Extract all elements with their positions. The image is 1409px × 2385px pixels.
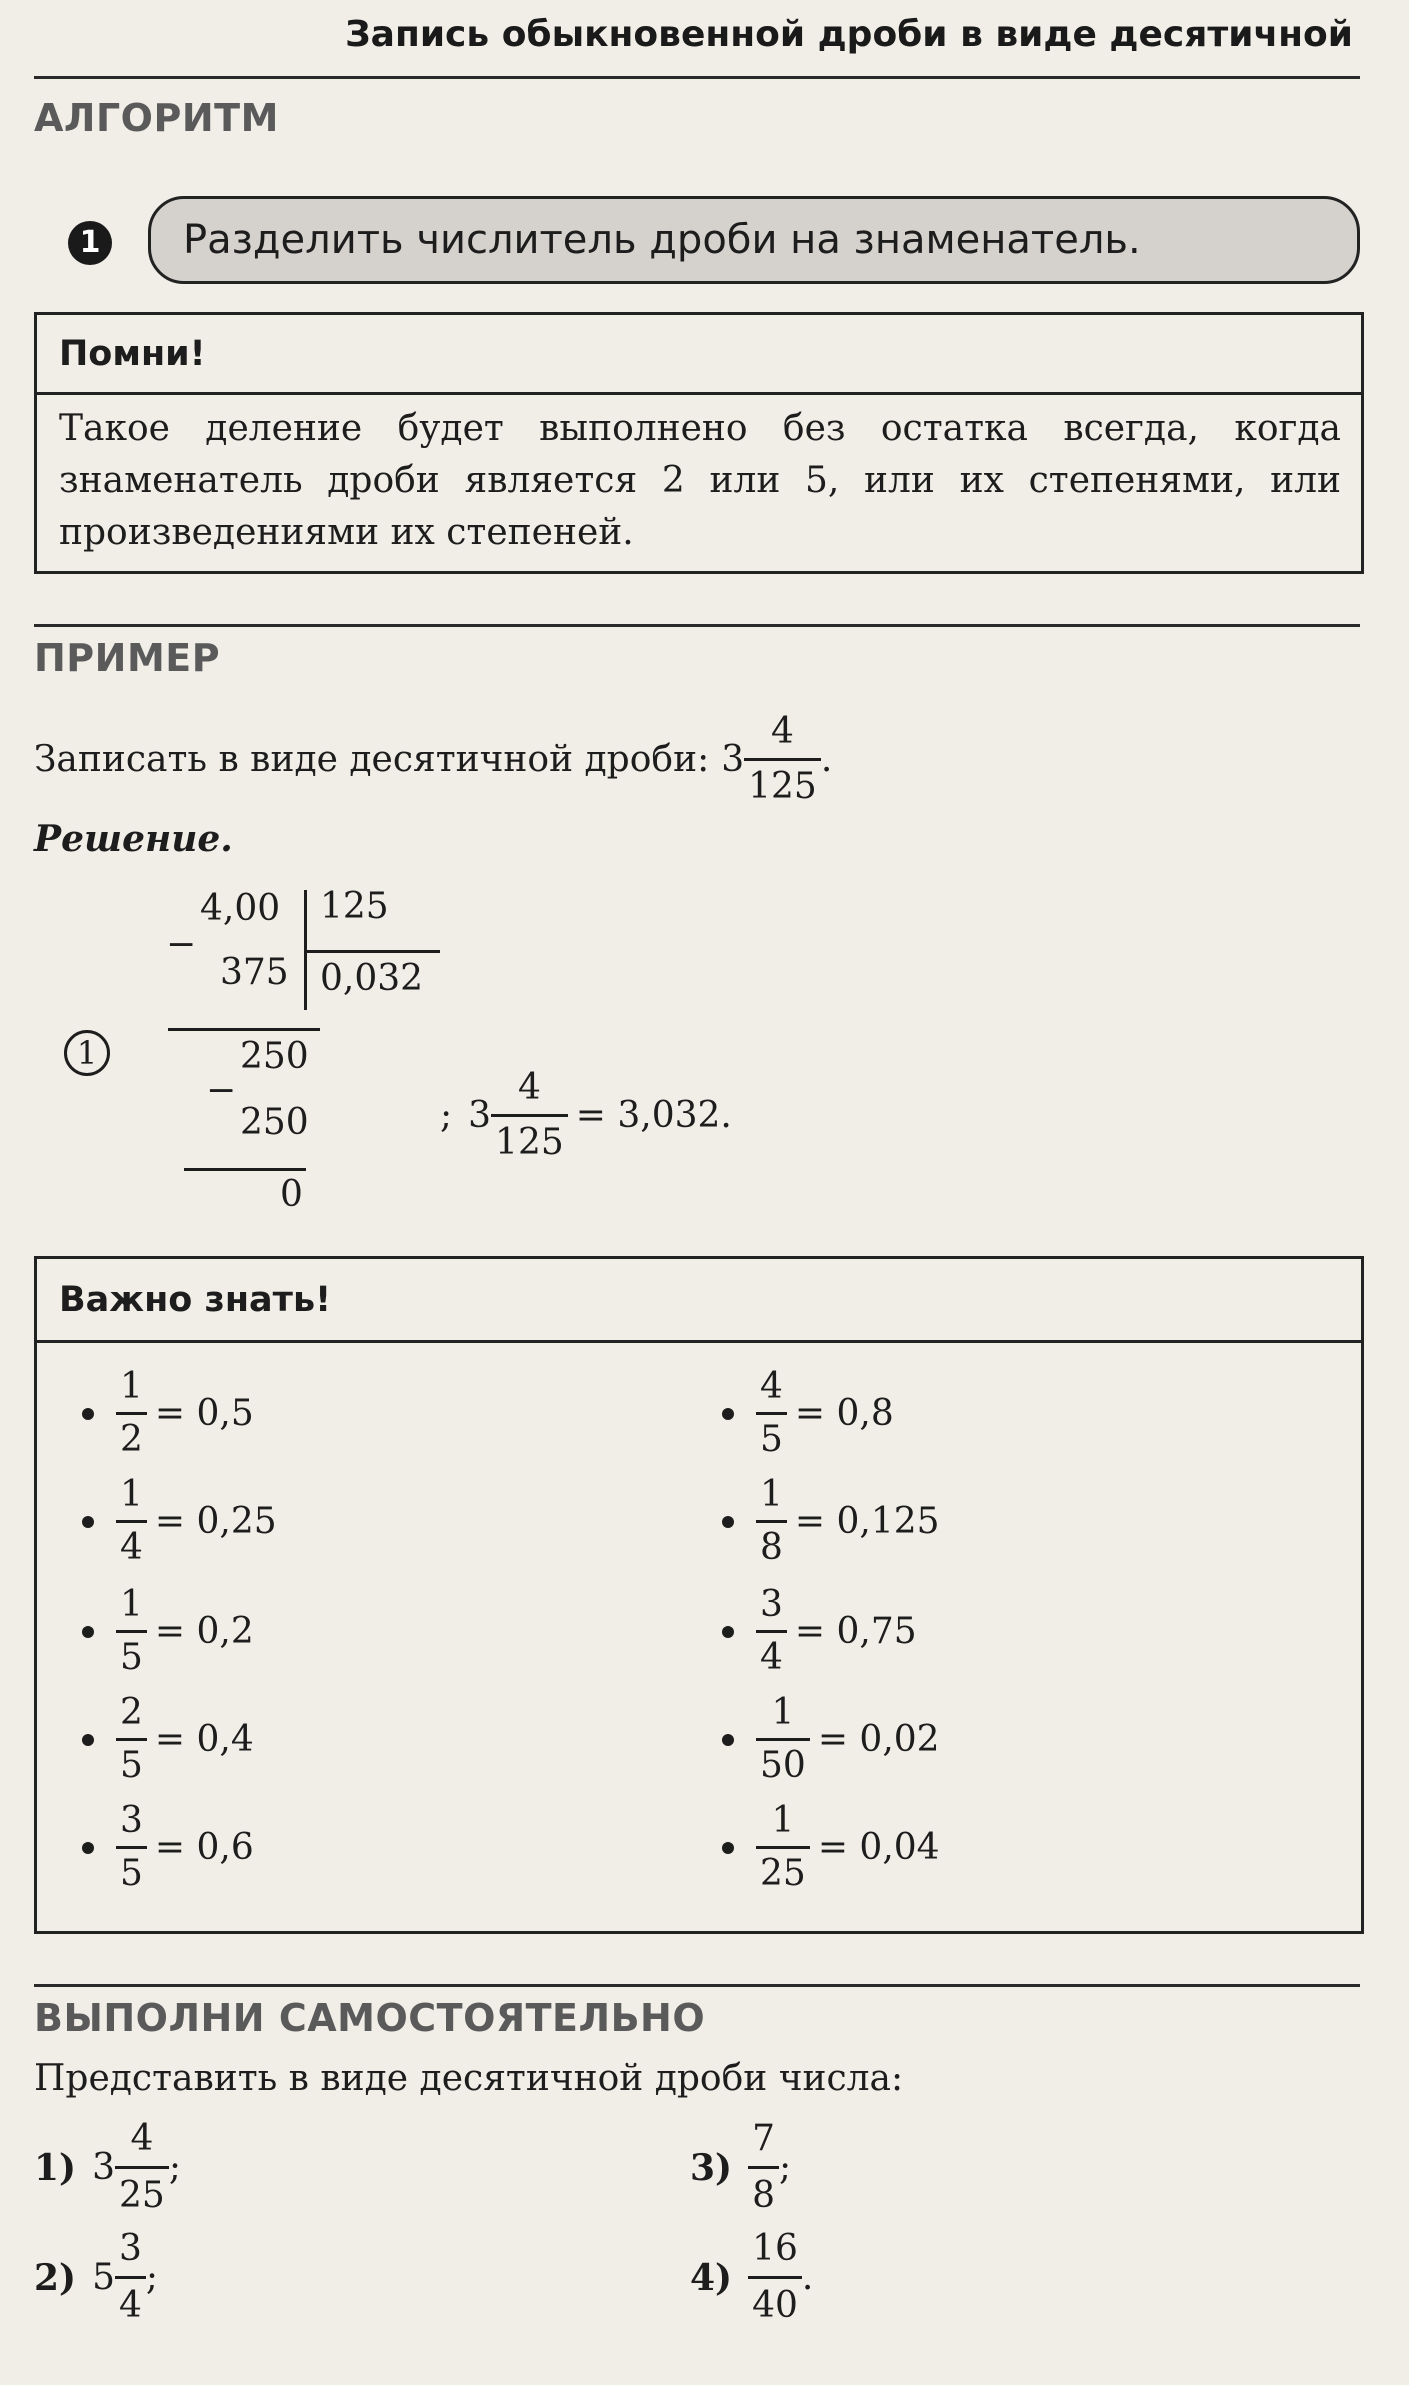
fraction-numerator: 2 xyxy=(120,1692,143,1733)
division-line-1 xyxy=(168,1028,320,1031)
task-end: . xyxy=(801,2257,814,2298)
division-quotient: 0,032 xyxy=(320,958,424,999)
fraction-denominator: 125 xyxy=(744,758,821,813)
fraction-denominator: 4 xyxy=(116,1520,147,1573)
decimal-value: = 0,04 xyxy=(817,1827,940,1868)
fraction-denominator: 5 xyxy=(116,1630,147,1683)
fraction-denominator: 5 xyxy=(116,1738,147,1791)
header-divider xyxy=(34,76,1360,79)
task-fraction xyxy=(748,2112,779,2223)
result-separator: ; xyxy=(440,1095,453,1136)
fraction-numerator: 1 xyxy=(120,1474,143,1515)
remember-text: Такое деление будет выполнено без остатка всегда, когда знаменатель дроби является 2 или 5, или их степенями, или произведениями их степеней. xyxy=(59,408,1341,553)
remember-title: Помни! xyxy=(37,315,1361,395)
task-fraction xyxy=(115,2222,146,2333)
bullet-icon xyxy=(722,1408,734,1420)
important-item xyxy=(722,1580,917,1683)
bullet-icon xyxy=(722,1842,734,1854)
fraction-numerator: 3 xyxy=(760,1584,783,1625)
fraction-denominator: 125 xyxy=(491,1114,568,1169)
task-number: 1) xyxy=(34,2146,77,2189)
bullet-icon xyxy=(82,1734,94,1746)
fraction-denominator: 2 xyxy=(116,1412,147,1465)
important-fraction xyxy=(116,1796,147,1899)
exercise-task xyxy=(690,2222,813,2333)
important-item xyxy=(722,1362,894,1465)
bullet-icon xyxy=(82,1842,94,1854)
fraction-numerator: 4 xyxy=(130,2118,154,2159)
important-fraction xyxy=(116,1580,147,1683)
task-end: ; xyxy=(168,2147,181,2188)
exercise-task xyxy=(34,2112,181,2223)
fraction-numerator: 1 xyxy=(771,1692,795,1733)
bullet-icon xyxy=(722,1626,734,1638)
fraction-denominator: 25 xyxy=(115,2166,169,2223)
fraction-denominator: 8 xyxy=(756,1520,787,1573)
bullet-icon xyxy=(82,1626,94,1638)
division-sub-1: 375 xyxy=(220,952,289,993)
example-task-whole: 3 xyxy=(721,739,745,780)
important-fraction xyxy=(756,1470,787,1573)
important-fraction xyxy=(116,1362,147,1465)
example-task-end: . xyxy=(820,739,833,780)
example-result xyxy=(440,1062,732,1169)
result-value: = 3,032. xyxy=(575,1095,732,1136)
bullet-icon xyxy=(722,1734,734,1746)
exercise-task xyxy=(34,2222,158,2333)
fraction-numerator: 16 xyxy=(752,2228,798,2269)
division-rem-2: 0 xyxy=(280,1174,303,1215)
example-task-text: Записать в виде десятичной дроби: xyxy=(34,739,710,780)
exercise-task xyxy=(690,2112,791,2223)
important-fraction xyxy=(756,1580,787,1683)
fraction-denominator: 4 xyxy=(115,2276,146,2333)
fraction-numerator: 1 xyxy=(120,1366,143,1407)
fraction-numerator: 4 xyxy=(760,1366,783,1407)
exercise-divider xyxy=(34,1984,1360,1987)
fraction-numerator: 4 xyxy=(771,711,794,752)
important-item xyxy=(82,1470,277,1573)
example-divider xyxy=(34,624,1360,627)
important-item xyxy=(82,1362,254,1465)
step-number-badge: 1 xyxy=(68,221,112,265)
important-fraction xyxy=(756,1688,810,1791)
decimal-value: = 0,75 xyxy=(794,1611,917,1652)
decimal-value: = 0,5 xyxy=(154,1393,254,1434)
task-number: 4) xyxy=(690,2256,733,2299)
fraction-denominator: 40 xyxy=(748,2276,802,2333)
circled-step-marker: 1 xyxy=(64,1030,110,1076)
algorithm-step: Разделить числитель дроби на знаменатель. xyxy=(148,196,1360,284)
division-minus-2: − xyxy=(206,1070,237,1111)
important-item xyxy=(722,1470,940,1573)
fraction-numerator: 3 xyxy=(119,2228,142,2269)
fraction-numerator: 1 xyxy=(771,1800,795,1841)
decimal-value: = 0,8 xyxy=(794,1393,894,1434)
bullet-icon xyxy=(82,1408,94,1420)
decimal-value: = 0,4 xyxy=(154,1719,254,1760)
solution-title: Решение. xyxy=(34,818,233,860)
division-divisor: 125 xyxy=(320,886,389,927)
important-item xyxy=(82,1688,254,1791)
exercise-text: Представить в виде десятичной дроби числа: xyxy=(34,2058,904,2099)
important-fraction xyxy=(756,1796,810,1899)
division-line-2 xyxy=(184,1168,306,1171)
task-number: 3) xyxy=(690,2146,733,2189)
fraction-numerator: 1 xyxy=(120,1584,143,1625)
fraction-denominator: 8 xyxy=(748,2166,779,2223)
division-sub-2: 250 xyxy=(240,1102,309,1143)
task-number: 2) xyxy=(34,2256,77,2299)
important-item xyxy=(722,1796,940,1899)
fraction-numerator: 4 xyxy=(517,1067,541,1108)
fraction-denominator: 5 xyxy=(116,1846,147,1899)
fraction-denominator: 5 xyxy=(756,1412,787,1465)
decimal-value: = 0,125 xyxy=(794,1501,940,1542)
important-item xyxy=(722,1688,940,1791)
decimal-value: = 0,25 xyxy=(154,1501,277,1542)
exercise-label: ВЫПОЛНИ САМОСТОЯТЕЛЬНО xyxy=(34,1996,706,2040)
fraction-denominator: 25 xyxy=(756,1846,810,1899)
task-fraction xyxy=(115,2112,169,2223)
example-label: ПРИМЕР xyxy=(34,636,221,680)
division-minus-1: − xyxy=(166,924,197,965)
decimal-value: = 0,02 xyxy=(817,1719,940,1760)
important-fraction xyxy=(116,1688,147,1791)
fraction-numerator: 1 xyxy=(760,1474,783,1515)
result-fraction xyxy=(491,1062,568,1169)
task-whole: 5 xyxy=(92,2257,115,2298)
remember-box xyxy=(34,312,1364,574)
bullet-icon xyxy=(722,1516,734,1528)
fraction-numerator: 7 xyxy=(752,2118,775,2159)
task-whole: 3 xyxy=(92,2147,115,2188)
important-item xyxy=(82,1580,254,1683)
division-divisor-line xyxy=(304,950,440,953)
task-end: ; xyxy=(145,2257,159,2298)
result-whole: 3 xyxy=(468,1095,492,1136)
important-fraction xyxy=(756,1362,787,1465)
important-item xyxy=(82,1796,254,1899)
decimal-value: = 0,6 xyxy=(154,1827,254,1868)
decimal-value: = 0,2 xyxy=(154,1611,254,1652)
division-dividend: 4,00 xyxy=(200,888,281,929)
page-title: Запись обыкновенной дроби в виде десятичной xyxy=(345,14,1353,55)
example-task-fraction xyxy=(744,706,821,813)
fraction-numerator: 3 xyxy=(120,1800,143,1841)
bullet-icon xyxy=(82,1516,94,1528)
division-rem-1: 250 xyxy=(240,1036,309,1077)
task-end: ; xyxy=(779,2147,792,2188)
fraction-denominator: 4 xyxy=(756,1630,787,1683)
example-task xyxy=(34,706,832,813)
algorithm-label: АЛГОРИТМ xyxy=(34,96,279,140)
task-fraction xyxy=(748,2222,802,2333)
fraction-denominator: 50 xyxy=(756,1738,810,1791)
important-title: Важно знать! xyxy=(37,1259,1361,1343)
important-fraction xyxy=(116,1470,147,1573)
